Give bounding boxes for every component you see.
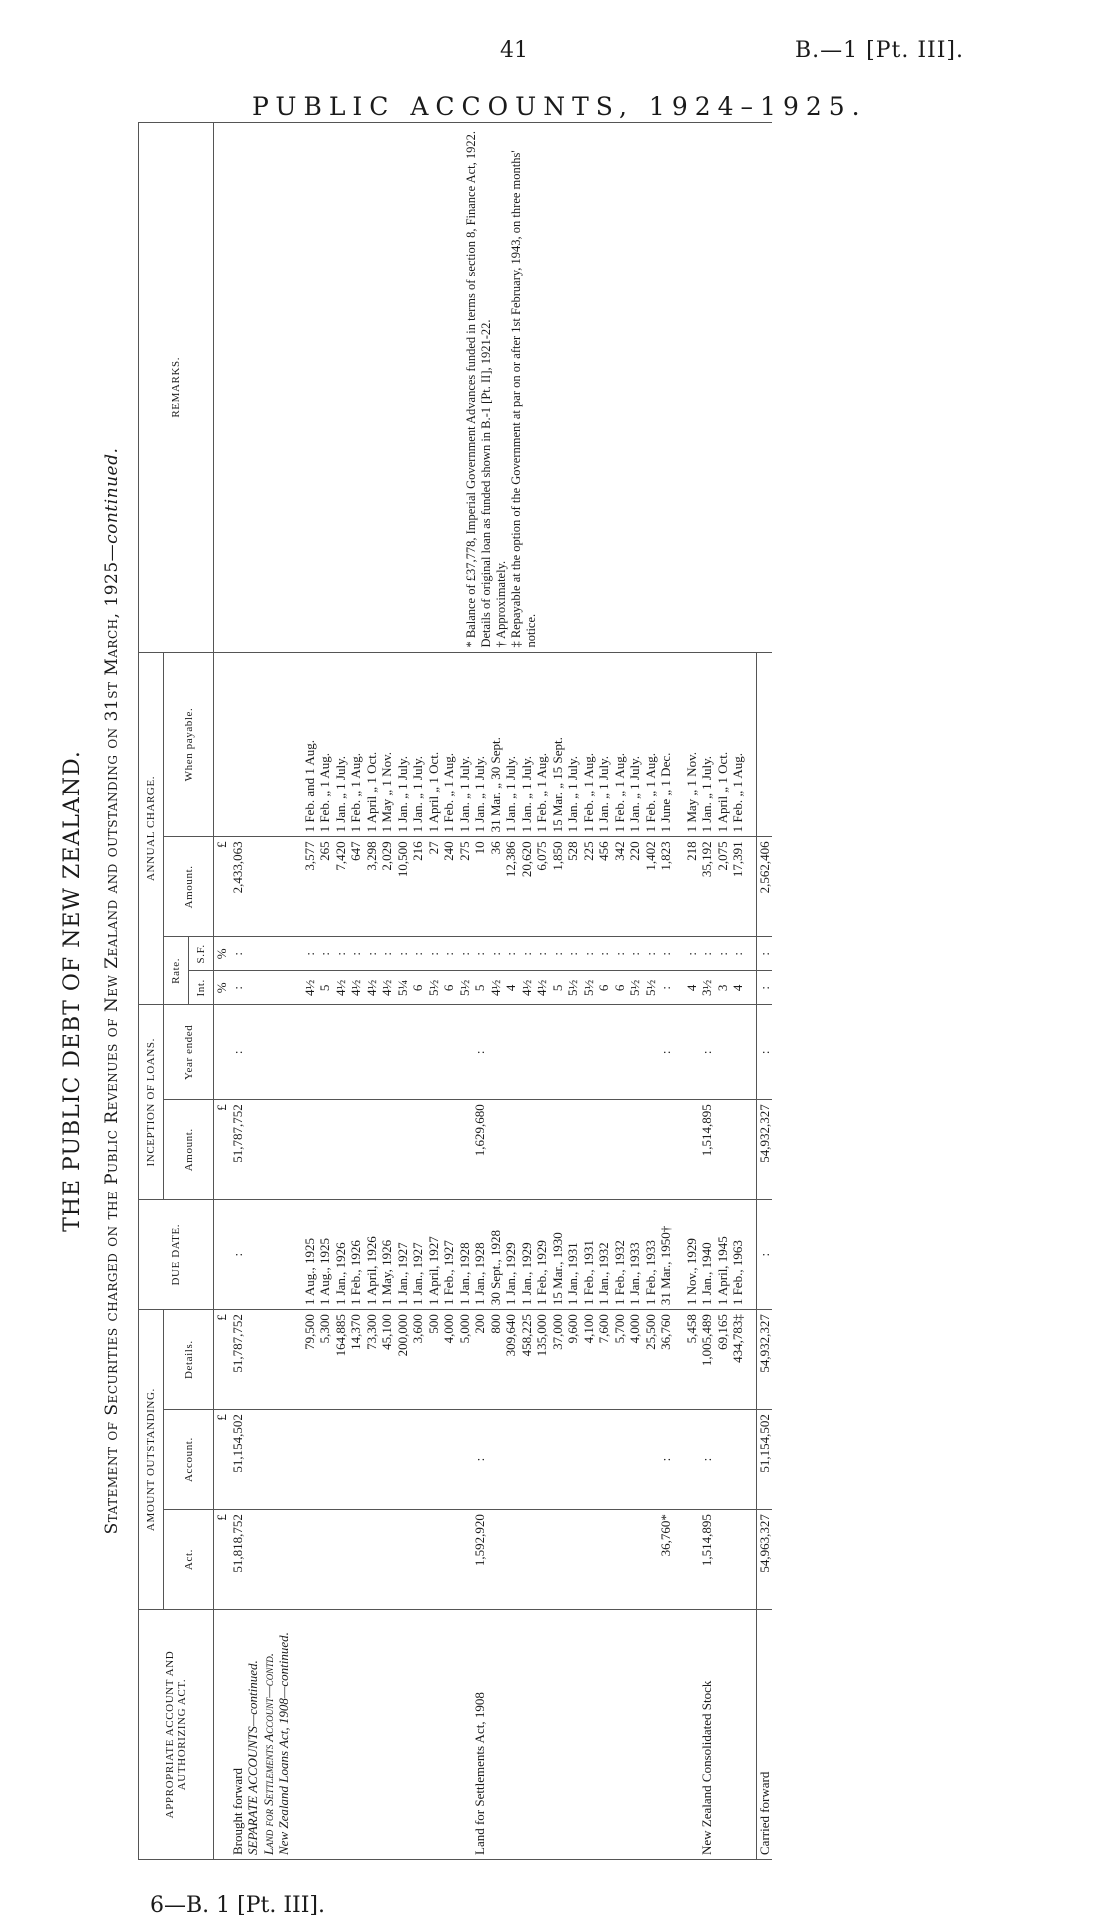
when-payable: 1 Jan. „ 1 July. [395,652,411,837]
when-payable: 1 Jan. „ 1 July. [565,652,581,837]
annual-charge-amount: 2,075 [715,837,731,937]
details-value: 25,500 [643,1310,659,1410]
consolidated-stock-label: New Zealand Consolidated Stock [699,1610,715,1860]
funded-row: 36,760* : 36,760 31 Mar., 1950† : : : 1,823 1 June „ 1 Dec. [658,123,674,1860]
col-details: Details. [164,1310,214,1410]
annual-charge-amount: 218 [684,837,700,937]
statement-heading: THE PUBLIC DEBT OF NEW ZEALAND. [60,750,85,1232]
when-payable: 1 May „ 1 Nov. [379,652,395,837]
page-title: PUBLIC ACCOUNTS, 1924–1925. [252,92,867,121]
col-when-payable: When payable. [164,652,214,837]
details-value: 200,000 [395,1310,411,1410]
annual-charge-amount: 275 [457,837,473,937]
col-int: Int. [189,971,214,1005]
annual-charge-amount: 36 [488,837,504,937]
sinking-fund-rate: : [699,937,715,971]
details-value: 79,500 [302,1310,318,1410]
details-value: 4,100 [581,1310,597,1410]
details-value: 135,000 [534,1310,550,1410]
sinking-fund-rate: : [550,937,566,971]
statement-subheading: Statement of Securities charged on the Public Revenues of New Zealand and outstanding on 31st March, 1925—continued. [102,447,122,1535]
annual-charge-amount: 1,402 [643,837,659,937]
when-payable: 1 April „ 1 Oct. [426,652,442,837]
details-value: 5,458 [684,1310,700,1410]
interest-rate: 4½ [364,971,380,1005]
remark-approx: † Approximately. [494,560,508,648]
due-date: 1 Jan., 1928 [457,1200,473,1310]
page-number: 41 [500,38,528,63]
details-value: 5,300 [317,1310,333,1410]
due-date: 1 Jan., 1927 [395,1200,411,1310]
col-rate: Rate. [164,937,189,1005]
details-value: 37,000 [550,1310,566,1410]
annual-charge-amount: 342 [612,837,628,937]
interest-rate: 6 [612,971,628,1005]
interest-rate: 4 [503,971,519,1005]
when-payable: 1 April „ 1 Oct. [364,652,380,837]
details-value: 458,225 [519,1310,535,1410]
interest-rate: 3 [715,971,731,1005]
interest-rate: 4 [684,971,700,1005]
details-value: 4,000 [441,1310,457,1410]
sinking-fund-rate: : [348,937,364,971]
annual-charge-amount: 17,391 [730,837,746,937]
sinking-fund-rate: : [472,937,488,971]
due-date: 1 May, 1926 [379,1200,395,1310]
debt-table [138,122,772,1860]
due-date: 1 April, 1945 [715,1200,731,1310]
due-date: 1 Aug., 1925 [302,1200,318,1310]
details-value: 4,000 [627,1310,643,1410]
col-inc-amount: Amount. [164,1100,214,1200]
col-due-date: DUE DATE. [139,1200,214,1310]
sinking-fund-rate: : [503,937,519,971]
interest-rate: 4½ [348,971,364,1005]
sinking-fund-rate: : [534,937,550,971]
when-payable: 1 Jan. „ 1 July. [596,652,612,837]
sinking-fund-rate: : [488,937,504,971]
interest-rate: 6 [441,971,457,1005]
sinking-fund-rate: : [410,937,426,971]
sinking-fund-rate: : [730,937,746,971]
annual-charge-amount: 528 [565,837,581,937]
due-date: 1 April, 1927 [426,1200,442,1310]
col-remarks: REMARKS. [139,123,214,653]
col-act: Act. [164,1510,214,1610]
due-date: 1 Feb., 1931 [581,1200,597,1310]
interest-rate: 5½ [643,971,659,1005]
details-value: 164,885 [333,1310,349,1410]
units-row: £ £ £ £ % % £ * Balance of £37,778, Imperial Government Advances funded in terms of section 8, Finance Act, 1922. Details of original loan as funded shown in B.-1 [Pt. II], 1921-22. † Approximately. ‡ Repayable at the option of the Government at par on or after 1st February, 1943, on three months' notice. [214,123,230,1860]
interest-rate: 4½ [534,971,550,1005]
annual-charge-amount: 220 [627,837,643,937]
sinking-fund-rate: : [612,937,628,971]
when-payable: 15 Mar. „ 15 Sept. [550,652,566,837]
sinking-fund-rate: : [627,937,643,971]
rotated-statement [60,92,910,1890]
details-value: 800 [488,1310,504,1410]
interest-rate: 5½ [457,971,473,1005]
when-payable: 1 Jan. „ 1 July. [410,652,426,837]
when-payable: 1 Feb. „ 1 Aug. [730,652,746,837]
consolidated-row: New Zealand Consolidated Stock 1,514,895 : 1,005,489 1 Jan., 1940 1,514,895 : 3½ : 35,192 1 Jan. „ 1 July. [699,123,715,1860]
annual-charge-amount: 1,850 [550,837,566,937]
remark-repayable: ‡ Repayable at the option of the Government at par on or after 1st February, 1943, on three months' notice. [509,150,538,648]
details-value: 1,005,489 [699,1310,715,1410]
annual-charge-amount: 225 [581,837,597,937]
interest-rate: 5½ [565,971,581,1005]
annual-charge-amount: 265 [317,837,333,937]
annual-charge-amount: 2,029 [379,837,395,937]
when-payable: 1 Feb. „ 1 Aug. [441,652,457,837]
due-date: 1 Feb., 1927 [441,1200,457,1310]
when-payable: 1 Feb. „ 1 Aug. [612,652,628,837]
when-payable: 1 Feb. „ 1 Aug. [581,652,597,837]
sinking-fund-rate: : [581,937,597,971]
due-date: 1 Feb., 1933 [643,1200,659,1310]
details-value: 69,165 [715,1310,731,1410]
details-value: 500 [426,1310,442,1410]
interest-rate: 5½ [426,971,442,1005]
interest-rate: 5 [472,971,488,1005]
col-act-header: APPROPRIATE ACCOUNT AND AUTHORIZING ACT. [139,1610,214,1860]
when-payable: 1 Jan. „ 1 July. [627,652,643,837]
sinking-fund-rate: : [596,937,612,971]
annual-charge-amount: 3,298 [364,837,380,937]
when-payable: 1 May „ 1 Nov. [684,652,700,837]
col-inception: INCEPTION OF LOANS. [139,1005,164,1200]
details-value: 73,300 [364,1310,380,1410]
when-payable: 1 Feb. „ 1 Aug. [534,652,550,837]
details-value: 200 [472,1310,488,1410]
due-date: 1 April, 1926 [364,1200,380,1310]
interest-rate: 5 [317,971,333,1005]
annual-charge-amount: 456 [596,837,612,937]
due-date: 1 Jan., 1929 [519,1200,535,1310]
details-value: 3,600 [410,1310,426,1410]
when-payable: 1 Feb. „ 1 Aug. [348,652,364,837]
when-payable: 1 Jan. „ 1 July. [472,652,488,837]
sinking-fund-rate: : [457,937,473,971]
funded-act-value: 36,760* [658,1510,674,1610]
annual-charge-amount: 27 [426,837,442,937]
when-payable: 1 Jan. „ 1 July. [333,652,349,837]
due-date: 1 Feb., 1926 [348,1200,364,1310]
carried-forward-label: Carried forward [756,1610,772,1860]
annual-charge-amount: 10 [472,837,488,937]
annual-charge-amount: 216 [410,837,426,937]
sinking-fund-rate: : [395,937,411,971]
interest-rate: 4½ [379,971,395,1005]
sinking-fund-rate: : [317,937,333,971]
due-date: 1 Jan., 1928 [472,1200,488,1310]
sinking-fund-rate: : [302,937,318,971]
when-payable: 1 April „ 1 Oct. [715,652,731,837]
due-date: 1 Jan., 1940 [699,1200,715,1310]
details-value: 7,600 [596,1310,612,1410]
interest-rate: 4½ [519,971,535,1005]
remark-funded: * Balance of £37,778, Imperial Government Advances funded in terms of section 8, Finance Act, 1922. Details of original loan as funded shown in B.-1 [Pt. II], 1921-22. [464,130,493,648]
due-date: 1 Nov., 1929 [684,1200,700,1310]
when-payable: 1 Feb. „ 1 Aug. [317,652,333,837]
interest-rate: 5¼ [395,971,411,1005]
due-date: 1 Jan., 1931 [565,1200,581,1310]
section-land-account: Land for Settlements Account—contd. [261,123,277,1860]
col-amount-outstanding: AMOUNT OUTSTANDING. [139,1310,164,1610]
section-nz-loans-act: New Zealand Loans Act, 1908—continued. [276,123,292,1860]
annual-charge-amount: 240 [441,837,457,937]
details-value: 309,640 [503,1310,519,1410]
annual-charge-amount: 7,420 [333,837,349,937]
interest-rate: 6 [410,971,426,1005]
when-payable: 1 Feb. and 1 Aug. [302,652,318,837]
interest-rate: 3½ [699,971,715,1005]
due-date: 1 Jan., 1933 [627,1200,643,1310]
col-ac-amount: Amount. [164,837,214,937]
sinking-fund-rate: : [333,937,349,971]
annual-charge-amount: 3,577 [302,837,318,937]
carried-forward-row: Carried forward 54,963,327 51,154,502 54,932,327 : 54,932,327 : : : 2,562,406 [756,123,772,1860]
when-payable: 1 Jan. „ 1 July. [503,652,519,837]
details-value: 14,370 [348,1310,364,1410]
land-settlements-row: Land for Settlements Act, 1908 1,592,920 : 200 1 Jan., 1928 1,629,680 : 5 : 10 1 Jan. „ 1 July. [472,123,488,1860]
annual-charge-amount: 647 [348,837,364,937]
interest-rate: 4½ [333,971,349,1005]
sinking-fund-rate: : [441,937,457,971]
remarks-cell [214,123,773,653]
brought-forward-row: Brought forward 51,818,752 51,154,502 51,787,752 : 51,787,752 : : : 2,433,063 [230,123,246,1860]
due-date: 1 Feb., 1929 [534,1200,550,1310]
sinking-fund-rate: : [684,937,700,971]
col-year-ended: Year ended [164,1005,214,1100]
due-date: 1 Jan., 1929 [503,1200,519,1310]
due-date: 1 Jan., 1926 [333,1200,349,1310]
due-date: 1 Feb., 1932 [612,1200,628,1310]
due-date: 1 Jan., 1927 [410,1200,426,1310]
page-footer: 6—B. 1 [Pt. III]. [150,1893,326,1918]
details-value: 45,100 [379,1310,395,1410]
interest-rate: 5 [550,971,566,1005]
annual-charge-amount: 10,500 [395,837,411,937]
when-payable: 1 Jan. „ 1 July. [519,652,535,837]
document-reference: B.—1 [Pt. III]. [795,38,965,63]
due-date: 30 Sept., 1928 [488,1200,504,1310]
col-account: Account. [164,1410,214,1510]
when-payable: 1 Jan. „ 1 July. [699,652,715,837]
details-value: 5,000 [457,1310,473,1410]
interest-rate: 4½ [488,971,504,1005]
sinking-fund-rate: : [715,937,731,971]
when-payable: 1 Jan. „ 1 July. [457,652,473,837]
sinking-fund-rate: : [565,937,581,971]
col-annual-charge: ANNUAL CHARGE. [139,652,164,1005]
due-date: 1 Jan., 1932 [596,1200,612,1310]
details-value: 5,700 [612,1310,628,1410]
interest-rate: 4½ [302,971,318,1005]
sinking-fund-rate: : [364,937,380,971]
sinking-fund-rate: : [379,937,395,971]
section-separate: SEPARATE ACCOUNTS—continued. [245,123,261,1860]
due-date: 1 Aug., 1925 [317,1200,333,1310]
annual-charge-amount: 6,075 [534,837,550,937]
interest-rate: 6 [596,971,612,1005]
annual-charge-amount: 20,620 [519,837,535,937]
annual-charge-amount: 12,386 [503,837,519,937]
sinking-fund-rate: : [519,937,535,971]
details-value: 9,600 [565,1310,581,1410]
interest-rate: 4 [730,971,746,1005]
when-payable: 1 Feb. „ 1 Aug. [643,652,659,837]
interest-rate: 5½ [627,971,643,1005]
interest-rate: 5½ [581,971,597,1005]
land-settlements-label: Land for Settlements Act, 1908 [472,1610,488,1860]
when-payable: 31 Mar. „ 30 Sept. [488,652,504,837]
due-date: 15 Mar., 1930 [550,1200,566,1310]
sinking-fund-rate: : [426,937,442,971]
col-sf: S.F. [189,937,214,971]
details-value: 434,783‡ [730,1310,746,1410]
annual-charge-amount: 35,192 [699,837,715,937]
sinking-fund-rate: : [643,937,659,971]
due-date: 1 Feb., 1963 [730,1200,746,1310]
